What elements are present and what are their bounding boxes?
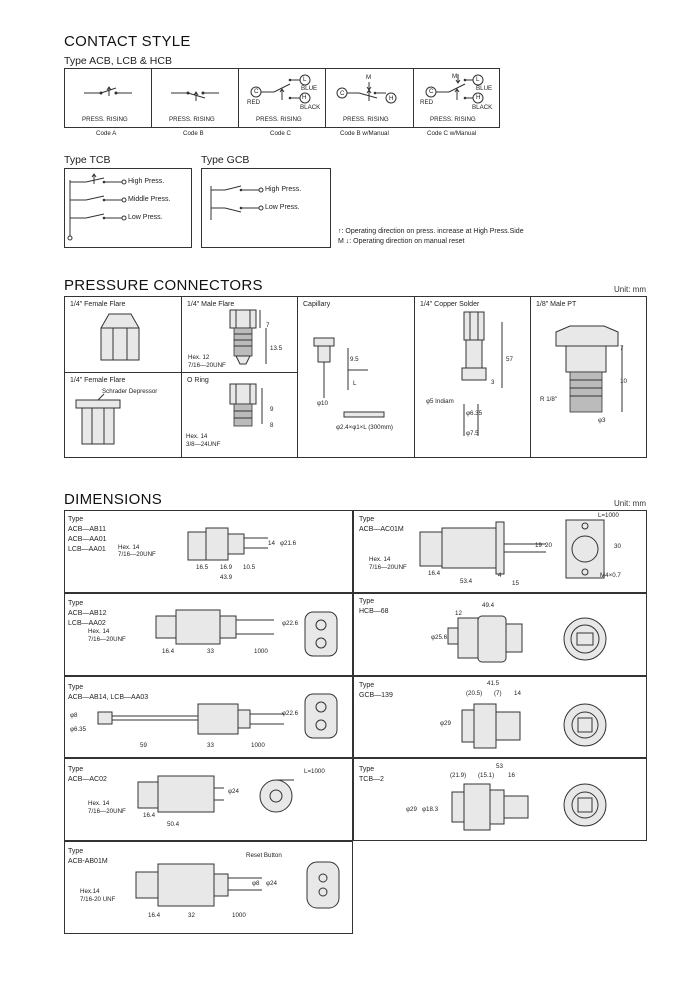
o-ring-drawing — [222, 384, 282, 444]
acb-ab14-drawing — [88, 700, 288, 740]
acb-ac01m-end-view — [560, 518, 610, 580]
hcb-68-drawing — [448, 614, 548, 664]
acb-ab12-end-view — [303, 612, 339, 656]
dimensions-title: DIMENSIONS — [64, 491, 163, 508]
acb-ab14-end-view — [303, 694, 339, 738]
gcb-139-end-view — [562, 700, 608, 750]
connectors-unit: Unit: mm — [614, 285, 646, 294]
tcb-2-end-view — [562, 782, 608, 828]
contact-style-subtitle: Type ACB, LCB & HCB — [64, 55, 172, 67]
code-b-diagram — [151, 68, 238, 118]
code-a-diagram — [64, 68, 151, 118]
hcb-68-end-view — [562, 616, 608, 662]
acb-ac02-end-view — [258, 776, 298, 816]
copper-solder-drawing — [450, 312, 520, 440]
acb-ac01m-drawing — [420, 522, 550, 574]
note-press-increase: ↑: Operating direction on press. increase at High Press.Side — [338, 228, 524, 235]
male-flare-drawing — [222, 310, 272, 370]
male-pt-drawing — [550, 318, 630, 428]
dimensions-unit: Unit: mm — [614, 499, 646, 508]
female-flare-schrader-drawing — [70, 394, 170, 454]
type-gcb-title: Type GCB — [201, 154, 250, 166]
acb-ab11-drawing — [188, 524, 278, 564]
contact-style-title: CONTACT STYLE — [64, 33, 191, 50]
capillary-drawing — [308, 320, 408, 440]
acb-ab01m-drawing — [136, 862, 266, 908]
acb-ab12-drawing — [156, 606, 281, 646]
pressure-connectors-title: PRESSURE CONNECTORS — [64, 277, 263, 294]
female-flare-drawing — [95, 312, 145, 368]
note-manual-reset: M ↓: Operating direction on manual reset — [338, 238, 465, 245]
tcb-2-drawing — [452, 782, 542, 832]
gcb-139-drawing — [462, 702, 542, 750]
type-tcb-title: Type TCB — [64, 154, 111, 166]
acb-ab01m-end-view — [303, 862, 343, 910]
acb-ac02-drawing — [138, 774, 228, 814]
